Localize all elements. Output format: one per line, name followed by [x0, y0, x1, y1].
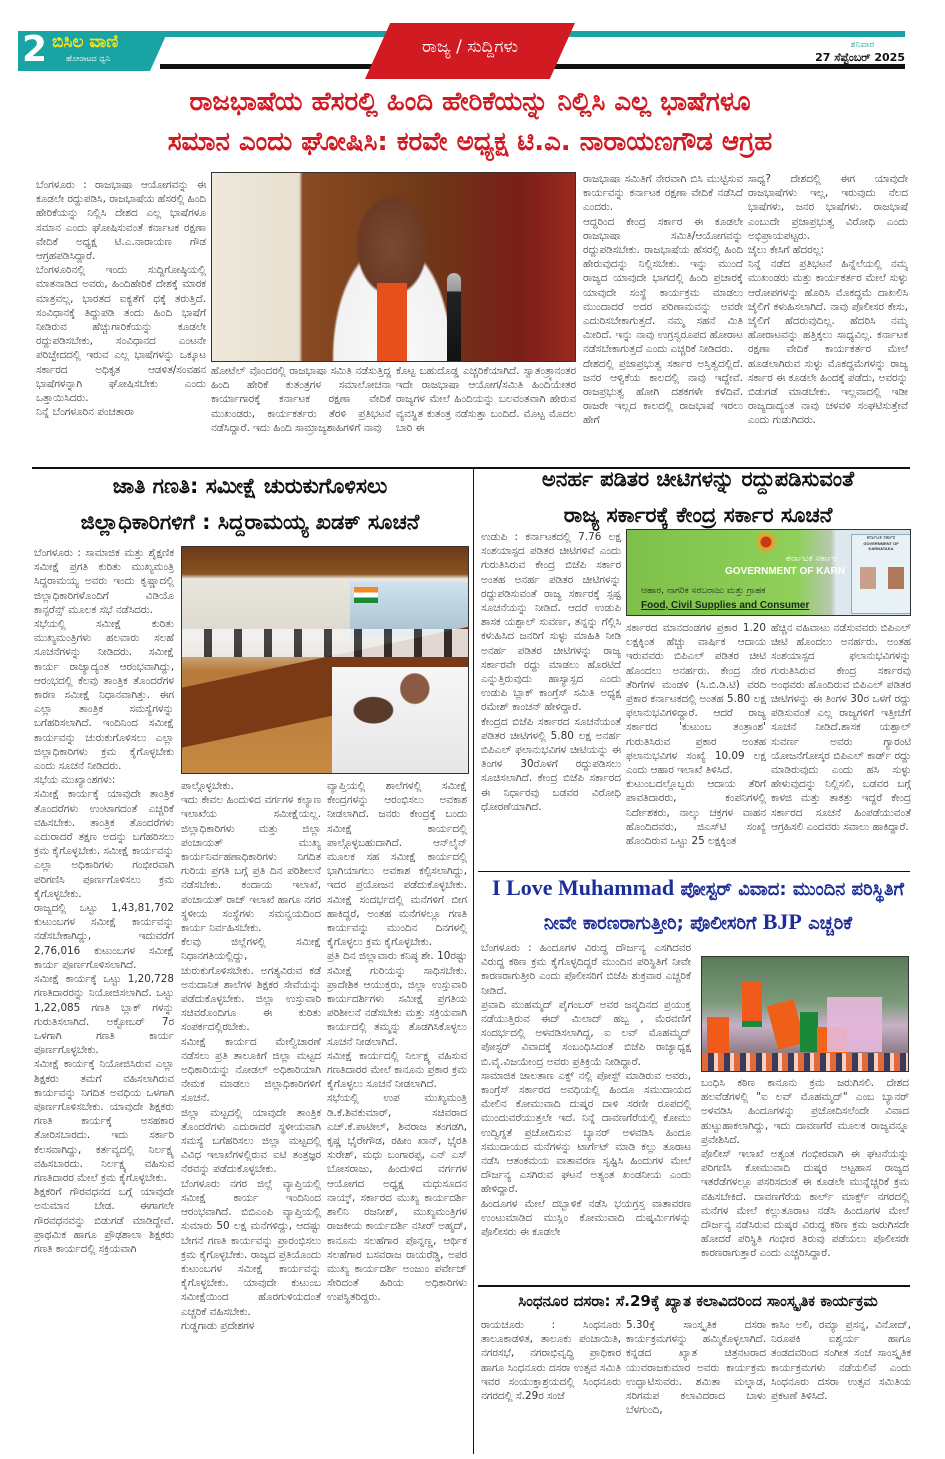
card-text-kn: ಕರ್ನಾಟಕ ಸರ್ಕಾರ — [785, 554, 837, 564]
weekday: ಶನಿವಾರ — [850, 40, 875, 50]
census-headline-line2: ಜಿಲ್ಲಾಧಿಕಾರಿಗಳಿಗೆ : ಸಿದ್ದರಾಮಯ್ಯ ಖಡಕ್ ಸೂಚನೆ — [80, 510, 420, 534]
crowd — [702, 1053, 909, 1072]
poster-headline-line1 — [478, 873, 918, 905]
foreground-attendees — [332, 667, 469, 774]
lead-col-3: ಕೊಟ್ಟ ಬಹುದೊಡ್ಡ ಎಚ್ಚರಿಕೆಯಾಗಿದೆ. ಸ್ವಾತಂತ್ರ್ಯಾನಂತರ ಇದೇ ರಾಜಭಾಷಾ ಆಯೋಗ/ಸಮಿತಿ ಹಿಂದಿಯೇತರ ರಾಜ್ಯಗಳ ಮೇಲೆ ಹಿಂದಿಯನ್ನು ಬಲವಂತವಾಗಿ ಹೇರುವ ವ್ಯವಸ್ಥಿತ ಕುತಂತ್ರ ನಡೆಸುತ್ತಾ ಬಂದಿದೆ. ಮೊಟ್ಟ ಮೊದಲ ಬಾರಿ ಈ — [396, 365, 576, 434]
lead-col-4: ರಾಜಭಾಷಾ ಸಮಿತಿಗೆ ನೇರವಾಗಿ ಬಿಸಿ ಮುಟ್ಟಿಸುವ ಕಾರ್ಯವನ್ನು ಕರ್ನಾಟಕ ರಕ್ಷಣಾ ವೇದಿಕೆ ನಡೆಸಿದೆ ಎಂದರು. ಆದ್ದರಿಂದ ಕೇಂದ್ರ ಸರ್ಕಾರ ಈ ಕೂಡಲೇ ರಾಜಭಾಷಾ ಸಮಿತಿ/ಆಯೋಗವನ್ನು ರದ್ದುಪಡಿಸಬೇಕು. ರಾಜಭಾಷೆಯ ಹೆಸರಲ್ಲಿ ಹಿಂದಿ ಹೇರುವುದನ್ನು ನಿಲ್ಲಿಸಬೇಕು. ಇನ್ನು ಮುಂದೆ ರಾಜ್ಯದ ಯಾವುದೇ ಭಾಗದಲ್ಲಿ ಹಿಂದಿ ಪ್ರಚಾರಕ್ಕೆ ಯಾವುದೇ ಸಂಸ್ಥೆ ಕಾರ್ಯಕ್ರಮ ಮಾಡಲು ಮುಂದಾದರೆ ಅದರ ಪರಿಣಾಮವನ್ನು ಅವರೇ ಎದುರಿಸಬೇಕಾಗುತ್ತದೆ. ನಮ್ಮ ಸಹನೆ ಮಿತಿ ಮೀರಿದೆ. ಇನ್ನು ನಾವು ಉಗ್ರಸ್ವರೂಪದ ಹೋರಾಟ ನಡೆಸಬೇಕಾಗುತ್ತದೆ ಎಂದು ಎಚ್ಚರಿಕೆ ನೀಡಿದರು. ದೇಶದಲ್ಲಿ ಪ್ರಜಾಪ್ರಭುತ್ವ ಸರ್ಕಾರ ಅಸ್ತಿತ್ವದಲ್ಲಿದೆ. ಜನರ ಆಳ್ವಿಕೆಯ ಕಾಲದಲ್ಲಿ ನಾವು ಇದ್ದೇವೆ. ರಾಜಪ್ರಭುತ್ವ ಹೋಗಿ ದಶಕಗಳೇ ಕಳೆದಿವೆ. ರಾಜರೇ ಇಲ್ಲದ ಕಾಲದಲ್ಲಿ ರಾಜಭಾಷೆ ಇರಲು ಹೇಗೆ — [583, 173, 743, 427]
karnataka-emblem-icon — [757, 532, 775, 552]
bjp-rally-photo — [701, 956, 909, 1072]
page-number: 2 — [22, 29, 48, 70]
poster-headline-kn: ಪೋಸ್ಟರ್ ವಿವಾದ: ಮುಂದಿನ ಪರಿಸ್ಥಿತಿಗೆ — [680, 879, 904, 900]
section-title: ರಾಜ್ಯ / ಸುದ್ದಿಗಳು — [421, 37, 519, 57]
ration-col-1: ಉಡುಪಿ : ಕರ್ನಾಟಕದಲ್ಲಿ 7.76 ಲಕ್ಷ ಸಂಶಯಾಸ್ಪದ ಪಡಿತರ ಚೀಟಿಗಳಿವೆ ಎಂದು ಗುರುತಿಸಿರುವ ಕೇಂದ್ರ ಬಿಜೆಪಿ ಸರ್ಕಾರ ಅಂತಹ ಅನರ್ಹ ಪಡಿತರ ಚೀಟಿಗಳನ್ನು ರದ್ದುಪಡಿಸುವಂತೆ ರಾಜ್ಯ ಸರ್ಕಾರಕ್ಕೆ ಸ್ಪಷ್ಟ ಸೂಚನೆಯನ್ನು ನೀಡಿದೆ. ಆದರೆ ಉಡುಪಿ ಶಾಸಕ ಯಶ್ಪಾಲ್ ಸುವರ್ಣ, ತನ್ನನ್ನು ಗೆಲ್ಲಿಸಿ ಕಳುಹಿಸಿದ ಜನರಿಗೆ ಸುಳ್ಳು ಮಾಹಿತಿ ನೀಡಿ ಅನರ್ಹ ಪಡಿತರ ಚೀಟಿಗಳನ್ನು ರಾಜ್ಯ ಸರ್ಕಾರವೇ ರದ್ದು ಮಾಡಲು ಹೊರಟಿದೆ ಎನ್ನುತ್ತಿರುವುದು ಹಾಸ್ಯಾಸ್ಪದ ಎಂದು ಉಡುಪಿ ಬ್ಲಾಕ್ ಕಾಂಗ್ರೆಸ್ ಸಮಿತಿ ಅಧ್ಯಕ್ಷ ರಮೇಶ್ ಕಾಂಚನ್ ಹೇಳಿದ್ದಾರೆ. ಕೇಂದ್ರದ ಬಿಜೆಪಿ ಸರ್ಕಾರದ ಸೂಚನೆಯಂತೆ ಪಡಿತರ ಚೀಟಿಗಳಲ್ಲಿ 5.80 ಲಕ್ಷ ಅನರ್ಹ ಬಿಪಿಎಲ್ ಫಲಾನುಭವಿಗಳ ಚೀಟಿಯನ್ನು ಈ ತಿಂಗಳ 30ರೊಳಗೆ ರದ್ದುಪಡಿಸಲು ಸೂಚಿಸಲಾಗಿದೆ. ಕೇಂದ್ರ ಬಿಜೆಪಿ ಸರ್ಕಾರದ ಈ ನಿರ್ಧಾರವು ಬಡವರ ವಿರೋಧಿ ಧೋರಣೆಯಾಗಿದೆ. — [481, 531, 621, 813]
divider-ration — [478, 871, 910, 872]
dasara-col-1: ರಾಯಚೂರು : ಸಿಂಧನೂರು ತಾಲೂಕಾಡಳಿತ, ತಾಲೂಕು ಪಂಚಾಯಿತಿ, ನಗರಸಭೆ, ನಗರಾಭಿವೃದ್ಧಿ ಪ್ರಾಧಿಕಾರ ಹಾಗೂ ಸಿಂಧನೂರು ದಸರಾ ಉತ್ಸವ ಸಮಿತಿ ಇವರ ಸಂಯುಕ್ತಾಶ್ರಯದಲ್ಲಿ ಸಿಂಧನೂರು ನಗರದಲ್ಲಿ ಸೆ.29ರ ಸಂಜೆ — [481, 1319, 621, 1403]
flag-icon — [354, 587, 378, 603]
ration-card-photo — [626, 529, 911, 616]
card2-en: GOVERNMENT OF KARNATAKA — [863, 541, 899, 551]
flag-orange-1 — [742, 982, 762, 1027]
paper-tagline: ಹೋರಾಟದ ಧ್ವನಿ — [66, 54, 111, 63]
census-col-1: ಬೆಂಗಳೂರು : ಸಾಮಾಜಿಕ ಮತ್ತು ಶೈಕ್ಷಣಿಕ ಸಮೀಕ್ಷೆ ಪ್ರಗತಿ ಕುರಿತು ಮುಖ್ಯಮಂತ್ರಿ ಸಿದ್ದರಾಮಯ್ಯ ಅವರು ಇಂದು ಕೃಷ್ಣಾದಲ್ಲಿ ಜಿಲ್ಲಾಧಿಕಾರಿಗಳೊಂದಿಗೆ ವಿಡಿಯೊ ಕಾನ್ಫರೆನ್ಸ್ ಮೂಲಕ ಸಭೆ ನಡೆಸಿದರು. ಸಭೆಯಲ್ಲಿ ಸಮೀಕ್ಷೆ ಕುರಿತು ಮುಖ್ಯಮಂತ್ರಿಗಳು ಹಲವಾರು ಸಲಹೆ ಸೂಚನೆಗಳನ್ನು ನೀಡಿದರು. ಸಮೀಕ್ಷೆ ಕಾರ್ಯ ರಾಜ್ಯಾದ್ಯಂತ ಆರಂಭವಾಗಿದ್ದು, ಆರಂಭದಲ್ಲಿ ಕೆಲವು ತಾಂತ್ರಿಕ ತೊಂದರೆಗಳ ಕಾರಣ ಸಮೀಕ್ಷೆ ನಿಧಾನವಾಗಿತ್ತು. ಈಗ ಎಲ್ಲಾ ತಾಂತ್ರಿಕ ಸಮಸ್ಯೆಗಳನ್ನು ಬಗೆಹರಿಸಲಾಗಿದೆ. ಇಂದಿನಿಂದ ಸಮೀಕ್ಷೆ ಕಾರ್ಯವನ್ನು ಚುರುಕುಗೊಳಿಸಲು ಎಲ್ಲಾ ಜಿಲ್ಲಾಧಿಕಾರಿಗಳು ಕ್ರಮ ಕೈಗೊಳ್ಳಬೇಕು ಎಂದು ಸೂಚನೆ ನೀಡಿದರು. ಸಭೆಯ ಮುಖ್ಯಾಂಶಗಳು: ಸಮೀಕ್ಷೆ ಕಾರ್ಯಕ್ಕೆ ಯಾವುದೇ ತಾಂತ್ರಿಕ ತೊಂದರೆಗಳು ಉಂಟಾಗದಂತೆ ಎಚ್ಚರಿಕೆ ವಹಿಸಬೇಕು. ತಾಂತ್ರಿಕ ತೊಂದರೆಗಳು ಎದುರಾದರೆ ತಕ್ಷಣ ಅದನ್ನು ಬಗೆಹರಿಸಲು ಕ್ರಮ ಕೈಗೊಳ್ಳಬೇಕು. ಸಮೀಕ್ಷೆ ಕಾರ್ಯವನ್ನು ಎಲ್ಲಾ ಅಧಿಕಾರಿಗಳು ಗಂಭೀರವಾಗಿ ಪರಿಗಣಿಸಿ ಪೂರ್ಣಗೊಳಿಸಲು ಕ್ರಮ ಕೈಗೊಳ್ಳಬೇಕು. ರಾಜ್ಯದಲ್ಲಿ ಒಟ್ಟು 1,43,81,702 ಕುಟುಂಬಗಳ ಸಮೀಕ್ಷೆ ಕಾರ್ಯವನ್ನು ನಡೆಸಬೇಕಾಗಿದ್ದು, ಇದುವರೆಗೆ 2,76,016 ಕುಟುಂಬಗಳ ಸಮೀಕ್ಷೆ ಕಾರ್ಯ ಪೂರ್ಣಗೊಳಿಸಲಾಗಿದೆ. ಸಮೀಕ್ಷೆ ಕಾರ್ಯಕ್ಕೆ ಒಟ್ಟು 1,20,728 ಗಣತಿದಾರರನ್ನು ನಿಯೋಜಿಸಲಾಗಿದೆ. ಒಟ್ಟು 1,22,085 ಗಣತಿ ಬ್ಲಾಕ್ ಗಳನ್ನು ಗುರುತಿಸಲಾಗಿದೆ. ಅಕ್ಟೋಬರ್ 7ರ ಒಳಗಾಗಿ ಗಣತಿ ಕಾರ್ಯ ಪೂರ್ಣಗೊಳ್ಳಬೇಕು. ಸಮೀಕ್ಷೆ ಕಾರ್ಯಕ್ಕೆ ನಿಯೋಜಿಸಿರುವ ಎಲ್ಲಾ ಶಿಕ್ಷಕರು ತಮಗೆ ವಹಿಸಲಾಗಿರುವ ಕಾರ್ಯವನ್ನು ನಿಗದಿತ ಅವಧಿಯ ಒಳಗಾಗಿ ಪೂರ್ಣಗೊಳಿಸಬೇಕು. ಯಾವುದೇ ಶಿಕ್ಷಕರು ಗಣತಿ ಕಾರ್ಯಕ್ಕೆ ಅಸಹಕಾರ ತೋರಿಸಬಾರದು. ಇದು ಸರ್ಕಾರಿ ಕೆಲಸವಾಗಿದ್ದು, ಕರ್ತವ್ಯದಲ್ಲಿ ನಿರ್ಲಕ್ಷ್ಯ ವಹಿಸಬಾರದು. ನಿರ್ಲಕ್ಷ್ಯ ವಹಿಸುವ ಗಣತಿದಾರರ ಮೇಲೆ ಕ್ರಮ ಕೈಗೊಳ್ಳಬೇಕು. ಶಿಕ್ಷಕರಿಗೆ ಗೌರವಧನದ ಬಗ್ಗೆ ಯಾವುದೇ ಅನುಮಾನ ಬೇಡ. ಈಗಾಗಲೇ ಗೌರವಧನವನ್ನು ಬಿಡುಗಡೆ ಮಾಡಿದ್ದೇವೆ. ಪ್ರಾಥಮಿಕ ಹಾಗೂ ಪ್ರೌಢಶಾಲಾ ಶಿಕ್ಷಕರು ಗಣತಿ ಕಾರ್ಯದಲ್ಲಿ ಸಕ್ರಿಯವಾಗಿ — [34, 547, 174, 1255]
lead-col-5: ಸಾಧ್ಯ? ದೇಶದಲ್ಲಿ ಈಗ ಯಾವುದೇ ರಾಜಭಾಷೆಗಳು ಇಲ್ಲ, ಇರುವುದು ನೆಲದ ಭಾಷೆಗಳು, ಜನರ ಭಾಷೆಗಳು. ರಾಜಭಾಷೆ ಎಂಬುದೇ ಪ್ರಜಾಪ್ರಭುತ್ವ ವಿರೋಧಿ ಎಂದು ಅಭಿಪ್ರಾಯಪಟ್ಟರು. ಜೈಲು ಕೇಸಿಗೆ ಹೆದರಲ್ಲ: ನಿನ್ನೆ ನಡೆದ ಪ್ರತಿಭಟನೆ ಹಿನ್ನೆಲೆಯಲ್ಲಿ ನಮ್ಮ ಮುಖಂಡರು ಮತ್ತು ಕಾರ್ಯಕರ್ತರ ಮೇಲೆ ಸುಳ್ಳು ಆರೋಪಗಳನ್ನು ಹೊರಿಸಿ ಮೊಕದ್ದಮೆ ದಾಖಲಿಸಿ ಜೈಲಿಗೆ ಕಳುಹಿಸಲಾಗಿದೆ. ನಾವು ಪೊಲೀಸರ ಕೇಸು, ಜೈಲಿಗೆ ಹೆದರುವುದಿಲ್ಲ. ಹೆದರಿಸಿ ನಮ್ಮ ಹೋರಾಟವನ್ನು ಹತ್ತಿಕ್ಕಲು ಸಾಧ್ಯವಿಲ್ಲ. ಕರ್ನಾಟಕ ರಕ್ಷಣಾ ವೇದಿಕೆ ಕಾರ್ಯಕರ್ತರ ಮೇಲೆ ಹೂಡಲಾಗಿರುವ ಸುಳ್ಳು ಮೊಕದ್ದಮೆಗಳನ್ನು ರಾಜ್ಯ ಸರ್ಕಾರ ಈ ಕೂಡಲೇ ಹಿಂದಕ್ಕೆ ಪಡೆದು, ಅವರನ್ನು ಬಿಡುಗಡೆ ಮಾಡಬೇಕು. ಇಲ್ಲವಾದಲ್ಲಿ ಇಡೀ ರಾಜ್ಯದಾದ್ಯಂತ ನಾವು ಚಳವಳಿ ಸಂಘಟಿಸುತ್ತೇವೆ ಎಂದು ಗುಡುಗಿದರು. — [748, 173, 908, 427]
photo-portrait-1 — [860, 567, 876, 589]
masthead — [0, 0, 945, 80]
lead-headline-line2: ಸಮಾನ ಎಂದು ಘೋಷಿಸಿ: ಕರವೇ ಅಧ್ಯಕ್ಷ ಟಿ.ಎ. ನಾರಾಯಣಗೌಡ ಆಗ್ರಹ — [167, 127, 773, 157]
lead-col-1: ಬೆಂಗಳೂರು : ರಾಜಭಾಷಾ ಆಯೋಗವನ್ನು ಈ ಕೂಡಲೇ ರದ್ದುಪಡಿಸಿ, ರಾಜಭಾಷೆಯ ಹೆಸರಲ್ಲಿ ಹಿಂದಿ ಹೇರಿಕೆಯನ್ನು ನಿಲ್ಲಿಸಿ ದೇಶದ ಎಲ್ಲ ಭಾಷೆಗಳೂ ಸಮಾನ ಎಂದು ಘೋಷಿಸುವಂತೆ ಕರ್ನಾಟಕ ರಕ್ಷಣಾ ವೇದಿಕೆ ಅಧ್ಯಕ್ಷ ಟಿ.ಎ.ನಾರಾಯಣ ಗೌಡ ಆಗ್ರಹಪಡಿಸಿದ್ದಾರೆ. ಬೆಂಗಳೂರಿನಲ್ಲಿ ಇಂದು ಸುದ್ದಿಗೋಷ್ಠಿಯಲ್ಲಿ ಮಾತನಾಡಿದ ಅವರು, ಹಿಂದಿಹೇರಿಕೆ ದೇಶಕ್ಕೆ ಮಾರಕ ಮಾತ್ರವಲ್ಲ, ಭಾರತದ ಐಕ್ಯತೆಗೆ ಧಕ್ಕೆ ತರುತ್ತಿದೆ. ಸಂವಿಧಾನಕ್ಕೆ ತಿದ್ದುಪಡಿ ತಂದು ಹಿಂದಿ ಭಾಷೆಗೆ ನೀಡಿರುವ ಹೆಚ್ಚುಗಾರಿಕೆಯನ್ನು ಕೂಡಲೇ ರದ್ದುಪಡಿಸಬೇಕು, ಸಂವಿಧಾನದ ಎಂಟನೇ ಪರಿಚ್ಛೇದದಲ್ಲಿ ಇರುವ ಎಲ್ಲ ಭಾಷೆಗಳನ್ನು ಒಕ್ಕೂಟ ಸರ್ಕಾರದ ಅಧಿಕೃತ ಆಡಳಿತ/ಸಂವಹನ ಭಾಷೆಗಳನ್ನಾಗಿ ಘೋಷಿಸಬೇಕು ಎಂದು ಒತ್ತಾಯಿಸಿದರು. ನಿನ್ನೆ ಬೆಂಗಳೂರಿನ ಪಂಚತಾರಾ — [36, 179, 206, 419]
dasara-col-3: ಕಾಸಿಂ ಅಲಿ, ರಮ್ಯಾ ಪ್ರಸನ್ನ, ವಿನೋದ್, ನಿರೂಪಕಿ ಐಶ್ವರ್ಯ ಹಾಗೂ ತಂಡದವರಿಂದ ಸಂಗೀತ ಸಂಜೆ ಸಾಂಸ್ಕೃತಿಕ ಕಾರ್ಯಕ್ರಮಗಳು ನಡೆಯಲಿವೆ ಎಂದು ಸಿಂಧನೂರು ದಸರಾ ಉತ್ಸವ ಸಮಿತಿಯ ಪ್ರಕಟಣೆ ತಿಳಿಸಿದೆ. — [771, 1319, 911, 1403]
ration-col-2: ಸರ್ಕಾರದ ಮಾನದಂಡಗಳ ಪ್ರಕಾರ 1.20 ಲಕ್ಷಕ್ಕಿಂತ ಹೆಚ್ಚು ವಾರ್ಷಿಕ ಆದಾಯ ಇರುವವರು ಬಿಪಿಎಲ್ ಪಡಿತರ ಚೀಟಿ ಹೊಂದಲು ಅನರ್ಹರು. ಕೇಂದ್ರ ನೇರ ತೆರಿಗೆಗಳ ಮಂಡಳಿ (ಸಿ.ಬಿ.ಡಿ.ಟಿ) ವರದಿ ಪ್ರಕಾರ ಕರ್ನಾಟಕದಲ್ಲಿ ಅಂತಹ 5.80 ಲಕ್ಷ ಫಲಾನುಭವಿಗಳಿದ್ದಾರೆ. ಆದರೆ ರಾಜ್ಯ ಸರ್ಕಾರದ 'ಕುಟುಂಬ ತಂತ್ರಾಂಶ' ಗುರುತಿಸಿರುವ ಪ್ರಕಾರ ಅಂತಹ ಫಲಾನುಭವಿಗಳ ಸಂಖ್ಯೆ 10.09 ಲಕ್ಷ ಎಂದು ಆಹಾರ ಇಲಾಖೆ ತಿಳಿಸಿದೆ. ಕುಟುಂಬದಲ್ಲೊಬ್ಬರು ಆದಾಯ ತೆರಿಗೆ ಪಾವತಿದಾರರು, ಕಂಪನಿಗಳಲ್ಲಿ ನಿರ್ದೇಶಕರು, ನಾಲ್ಕು ಚಕ್ರಗಳ ವಾಹನ ಹೊಂದಿದವರು, ಜಿಎಸ್‌ಟಿ ಸಂಖ್ಯೆ ಹೊಂದಿರುವ ಒಟ್ಟು 25 ಲಕ್ಷಕ್ಕಿಂತ — [626, 622, 766, 848]
paper-name: ಬಿಸಿಲ ವಾಣಿ — [52, 32, 119, 52]
lead-col-2: ಹೋಟೆಲ್ ವೊಂದರಲ್ಲಿ ರಾಜಭಾಷಾ ಸಮಿತಿ ನಡೆಸುತ್ತಿದ್ದ ಹಿಂದಿ ಹೇರಿಕೆ ಕುತಂತ್ರಗಳ ಸಮಾಲೋಚನಾ ಕಾರ್ಯಾಗಾರಕ್ಕೆ ಕರ್ನಾಟಕ ರಕ್ಷಣಾ ವೇದಿಕೆ ಮುಖಂಡರು, ಕಾರ್ಯಕರ್ತರು ತೆರಳಿ ಪ್ರತಿಭಟನೆ ನಡೆಸಿದ್ದಾರೆ. ಇದು ಹಿಂದಿ ಸಾಮ್ರಾಜ್ಯಶಾಹಿಗಳಿಗೆ ನಾವು — [211, 365, 391, 434]
dasara-col-2: 5.30ಕ್ಕೆ ಸಾಂಸ್ಕೃತಿಕ ದಸರಾ ಕಾರ್ಯಕ್ರಮಗಳನ್ನು ಹಮ್ಮಿಕೊಳ್ಳಲಾಗಿದೆ. ಕನ್ನಡದ ಖ್ಯಾತ ಚಿತ್ರನಟರಾದ ಯುವರಾಜಕುಮಾರ ಅವರು ಕಾರ್ಯಕ್ರಮ ಉದ್ಘಾಟಿಸುವರು. ಶಮಿತಾ ಮಲ್ನಾಡ, ಸರಿಗಮಪ ಕಲಾವಿದರಾದ ಬಾಳು ಬೆಳಗುಂದಿ, — [626, 1319, 766, 1417]
stage-banner — [827, 997, 882, 1052]
divider-vertical — [473, 469, 474, 1454]
card-dept-en: Food, Civil Supplies and Consumer — [641, 600, 810, 611]
ration-headline-line2: ರಾಜ್ಯ ಸರ್ಕಾರಕ್ಕೆ ಕೇಂದ್ರ ಸರ್ಕಾರ ಸೂಚನೆ — [563, 503, 833, 527]
issue-date: 27 ಸೆಪ್ಟೆಂಬರ್ 2025 — [815, 51, 905, 64]
flag-green — [800, 1012, 818, 1052]
poster-headline-kn-a: ನೀವೇ ಕಾರಣರಾಗುತ್ತೀರಿ; ಪೊಲೀಸರಿಗೆ — [543, 913, 757, 934]
poster-col-2: ಬಂಧಿಸಿ ಕಠಿಣ ಕಾನೂನು ಕ್ರಮ ಜರುಗಿಸಲಿ. ದೇಶದ ಹಲವೆಡೆಗಳಲ್ಲಿ "ಐ ಲವ್ ಮೊಹಮ್ಮದ್" ಎಂಬ ಬ್ಯಾನರ್ ಅಳವಡಿಸಿ ಹಿಂದೂಗಳನ್ನು ಪ್ರಚೋದಿಸಲೆಂದೇ ವಿವಾದ ಹುಟ್ಟುಹಾಕಲಾಗಿದ್ದು, ಇದು ದಾವಣಗೆರೆ ಮೂಲಕ ರಾಜ್ಯವನ್ನೂ ಪ್ರವೇಶಿಸಿದೆ. ಪೊಲೀಸ್ ಇಲಾಖೆ ಅತ್ಯಂತ ಗಂಭೀರವಾಗಿ ಈ ಘಟನೆಯನ್ನು ಪರಿಗಣಿಸಿ ಕೋಮುವಾದಿ ದುಷ್ಕರ ಅಟ್ಟಹಾಸ ರಾಜ್ಯದ ಇತರೆಡೆಗಳಲ್ಲೂ ಪಸರಿಸದಂತೆ ಈ ಕೂಡಲೇ ಮುನ್ನೆಚ್ಚರಿಕೆ ಕ್ರಮ ವಹಿಸಬೇಕಿದೆ. ದಾವಣಗೆರೆಯ ಕಾರ್ಲ್ ಮಾರ್ಕ್ಸ್ ನಗರದಲ್ಲಿ ಮನೆಗಳ ಮೇಲೆ ಕಲ್ಲುತೂರಾಟ ನಡೆಸಿ ಹಿಂದೂಗಳ ಮೇಲೆ ದೌರ್ಜನ್ಯ ನಡೆಸಿರುವ ದುಷ್ಕರ ವಿರುದ್ಧ ಕಠಿಣ ಕ್ರಮ ಜರುಗಿಸದೇ ಹೋದರೆ ಪರಿಸ್ಥಿತಿ ಗಂಭೀರ ತಿರುವು ಪಡೆಯಲು ಪೊಲೀಸರೇ ಕಾರಣರಾಗುತ್ತಾರೆ ಎಂದು ಎಚ್ಚರಿಸಿದ್ದಾರೆ. — [701, 1077, 909, 1260]
ration-headline-line1: ಅನರ್ಹ ಪಡಿತರ ಚೀಟಿಗಳನ್ನು ರದ್ದುಪಡಿಸುವಂತೆ — [541, 467, 855, 491]
lead-headline-line1: ರಾಜಭಾಷೆಯ ಹೆಸರಲ್ಲಿ ಹಿಂದಿ ಹೇರಿಕೆಯನ್ನು ನಿಲ್ಲಿಸಿ ಎಲ್ಲ ಭಾಷೆಗಳೂ — [189, 87, 751, 117]
attendees-row — [182, 629, 469, 657]
photo-portrait-2 — [888, 567, 904, 589]
census-photo — [181, 546, 469, 774]
census-col-2: ಪಾಲ್ಗೊಳ್ಳಬೇಕು. ಇದು ಕೇವಲ ಹಿಂದುಳಿದ ವರ್ಗಗಳ ಕಲ್ಯಾಣ ಇಲಾಖೆಯ ಸಮೀಕ್ಷೆಯಲ್ಲ. ಜಿಲ್ಲಾಧಿಕಾರಿಗಳು ಮತ್ತು ಜಿಲ್ಲಾ ಪಂಚಾಯತ್ ಮುಖ್ಯ ಕಾರ್ಯನಿರ್ವಹಣಾಧಿಕಾರಿಗಳು ನಿಗದಿತ ಗುರಿಯ ಪ್ರಗತಿ ಬಗ್ಗೆ ಪ್ರತಿ ದಿನ ಪರಿಶೀಲನೆ ನಡೆಸಬೇಕು. ಕಂದಾಯ ಇಲಾಖೆ, ಪಂಚಾಯತ್ ರಾಜ್ ಇಲಾಖೆ ಹಾಗೂ ನಗರ ಸ್ಥಳೀಯ ಸಂಸ್ಥೆಗಳು ಸಮನ್ವಯದಿಂದ ಕಾರ್ಯ ನಿರ್ವಹಿಸಬೇಕು. ಕೆಲವು ಜಿಲ್ಲೆಗಳಲ್ಲಿ ಸಮೀಕ್ಷೆ ನಿಧಾನಗತಿಯಲ್ಲಿದ್ದು, ಚುರುಕುಗೊಳಿಸಬೇಕು. ಅಗತ್ಯವಿರುವ ಕಡೆ ಅನುದಾನಿತ ಶಾಲೆಗಳ ಶಿಕ್ಷಕರ ಸೇವೆಯನ್ನು ಪಡೆದುಕೊಳ್ಳಬೇಕು. ಜಿಲ್ಲಾ ಉಸ್ತುವಾರಿ ಸಚಿವರೊಂದಿಗೂ ಈ ಕುರಿತು ಸಂಪರ್ಕದಲ್ಲಿರಬೇಕು. ಸಮೀಕ್ಷೆ ಕಾರ್ಯದ ಮೇಲ್ವಿಚಾರಣೆ ನಡೆಸಲು ಪ್ರತಿ ತಾಲೂಕಿಗೆ ಜಿಲ್ಲಾ ಮಟ್ಟದ ಅಧಿಕಾರಿಯನ್ನು ನೋಡಲ್ ಅಧಿಕಾರಿಯಾಗಿ ನೇಮಕ ಮಾಡಲು ಜಿಲ್ಲಾಧಿಕಾರಿಗಳಿಗೆ ಸೂಚನೆ. ಜಿಲ್ಲಾ ಮಟ್ಟದಲ್ಲಿ ಯಾವುದೇ ತಾಂತ್ರಿಕ ತೊಂದರೆಗಳು ಎದುರಾದರೆ ಸ್ಥಳೀಯವಾಗಿ ಸಮಸ್ಯೆ ಬಗೆಹರಿಸಲು ಜಿಲ್ಲಾ ಮಟ್ಟದಲ್ಲಿ ವಿವಿಧ ಇಲಾಖೆಗಳಲ್ಲಿರುವ ಐಟಿ ತಂತ್ರಜ್ಞರ ನೆರವನ್ನು ಪಡೆದುಕೊಳ್ಳಬೇಕು. ಬೆಂಗಳೂರು ನಗರ ಜಿಲ್ಲೆ ವ್ಯಾಪ್ತಿಯಲ್ಲಿ ಸಮೀಕ್ಷೆ ಕಾರ್ಯ ಇಂದಿನಿಂದ ಆರಂಭವಾಗಿದೆ. ಬಿಬಿಎಂಪಿ ವ್ಯಾಪ್ತಿಯಲ್ಲಿ ಸುಮಾರು 50 ಲಕ್ಷ ಮನೆಗಳಿದ್ದು, ಆದಷ್ಟು ಬೇಗನೆ ಗಣತಿ ಕಾರ್ಯವನ್ನು ಪ್ರಾರಂಭಿಸಲು ಕ್ರಮ ಕೈಗೊಳ್ಳಬೇಕು. ರಾಜ್ಯದ ಪ್ರತಿಯೊಂದು ಕುಟುಂಬಗಳ ಸಮೀಕ್ಷೆ ಕಾರ್ಯವನ್ನು ಕೈಗೊಳ್ಳಬೇಕು. ಯಾವುದೇ ಕುಟುಂಬ ಸಮೀಕ್ಷೆಯಿಂದ ಹೊರಗುಳಿಯದಂತೆ ಎಚ್ಚರಿಕೆ ವಹಿಸಬೇಕು. ಗುಡ್ಡಗಾಡು ಪ್ರದೇಶಗಳ — [181, 780, 321, 1332]
poster-headline-en: I Love Muhammad — [492, 875, 675, 900]
poster-headline-line2 — [478, 907, 918, 939]
census-col-3: ವ್ಯಾಪ್ತಿಯಲ್ಲಿ ಶಾಲೆಗಳಲ್ಲಿ ಸಮೀಕ್ಷೆ ಕೇಂದ್ರಗಳನ್ನು ಆರಂಭಿಸಲು ಅವಕಾಶ ನೀಡಲಾಗಿದೆ. ಜನರು ಕೇಂದ್ರಕ್ಕೆ ಬಂದು ಸಮೀಕ್ಷೆ ಕಾರ್ಯದಲ್ಲಿ ಪಾಲ್ಗೊಳ್ಳಬಹುದಾಗಿದೆ. ಆನ್‌ಲೈನ್ ಮೂಲಕ ಸಹ ಸಮೀಕ್ಷೆ ಕಾರ್ಯದಲ್ಲಿ ಭಾಗಿಯಾಗಲು ಅವಕಾಶ ಕಲ್ಪಿಸಲಾಗಿದ್ದು, ಇದರ ಪ್ರಯೋಜನ ಪಡೆದುಕೊಳ್ಳಬೇಕು. ಸಮೀಕ್ಷೆ ಸಂದರ್ಭದಲ್ಲಿ ಮನೆಗಳಿಗೆ ಬೀಗ ಹಾಕಿದ್ದರೆ, ಅಂತಹ ಮನೆಗಳಲ್ಲೂ ಗಣತಿ ಕಾರ್ಯವನ್ನು ಮುಂದಿನ ದಿನಗಳಲ್ಲಿ ಕೈಗೊಳ್ಳಲು ಕ್ರಮ ಕೈಗೊಳ್ಳಬೇಕು. ಪ್ರತಿ ದಿನ ಜಿಲ್ಲಾವಾರು ಕನಿಷ್ಠ ಶೇ. 10ರಷ್ಟು ಸಮೀಕ್ಷೆ ಗುರಿಯನ್ನು ಸಾಧಿಸಬೇಕು. ಪ್ರಾದೇಶಿಕ ಆಯುಕ್ತರು, ಜಿಲ್ಲಾ ಉಸ್ತುವಾರಿ ಕಾರ್ಯದರ್ಶಿಗಳು ಸಮೀಕ್ಷೆ ಪ್ರಗತಿಯ ಪರಿಶೀಲನೆ ನಡೆಸಬೇಕು ಮತ್ತು ಸಕ್ರಿಯವಾಗಿ ಕಾರ್ಯದಲ್ಲಿ ತಮ್ಮನ್ನು ತೊಡಗಿಸಿಕೊಳ್ಳಲು ಸೂಚನೆ ನೀಡಲಾಗಿದೆ. ಸಮೀಕ್ಷೆ ಕಾರ್ಯದಲ್ಲಿ ನಿರ್ಲಕ್ಷ್ಯ ವಹಿಸುವ ಗಣತಿದಾರರ ಮೇಲೆ ಕಾನೂನು ಪ್ರಕಾರ ಕ್ರಮ ಕೈಗೊಳ್ಳಲು ಸೂಚನೆ ನೀಡಲಾಗಿದೆ. ಸಭೆಯಲ್ಲಿ ಉಪ ಮುಖ್ಯಮಂತ್ರಿ ಡಿ.ಕೆ.ಶಿವಕುಮಾರ್, ಸಚಿವರಾದ ಎಚ್.ಕೆ.ಪಾಟೀಲ್, ಶಿವರಾಜ ತಂಗಡಗಿ, ಕೃಷ್ಣ ಭೈರೇಗೌಡ, ರಹೀಂ ಖಾನ್, ಭೈರತಿ ಸುರೇಶ್, ಮಧು ಬಂಗಾರಪ್ಪ, ಎನ್ ಎಸ್ ಬೋಸರಾಜು, ಹಿಂದುಳಿದ ವರ್ಗಗಳ ಆಯೋಗದ ಅಧ್ಯಕ್ಷ ಮಧುಸೂದನ ನಾಯ್ಕ್, ಸರ್ಕಾರದ ಮುಖ್ಯ ಕಾರ್ಯದರ್ಶಿ ಶಾಲಿನಿ ರಜನೀಶ್, ಮುಖ್ಯಮಂತ್ರಿಗಳ ರಾಜಕೀಯ ಕಾರ್ಯದರ್ಶಿ ನಸೀರ್ ಅಹ್ಮದ್, ಕಾನೂನು ಸಲಹೆಗಾರ ಪೊನ್ನಣ್ಣ, ಆರ್ಥಿಕ ಸಲಹೆಗಾರ ಬಸವರಾಜ ರಾಯರೆಡ್ಡಿ, ಅಪರ ಮುಖ್ಯ ಕಾರ್ಯದರ್ಶಿ ಅಂಜುಂ ಪರ್ವೇಜ್ ಸೇರಿದಂತೆ ಹಿರಿಯ ಅಧಿಕಾರಿಗಳು ಉಪಸ್ಥಿತರಿದ್ದರು. — [327, 780, 467, 1304]
poster-headline-bjp: BJP — [762, 909, 802, 934]
card-dept-kn: ಆಹಾರ, ನಾಗರಿಕ ಸರಬರಾಜು ಮತ್ತು ಗ್ರಾಹಕ — [641, 586, 766, 596]
microphone-icon — [447, 273, 461, 362]
census-headline-line1: ಜಾತಿ ಗಣತಿ: ಸಮೀಕ್ಷೆ ಚುರುಕುಗೊಳಿಸಲು — [112, 474, 388, 498]
card2-kn: ಕರ್ನಾಟಕ ಸರ್ಕಾರ — [866, 535, 896, 541]
saffron-scarf — [377, 283, 407, 362]
card-text-en: GOVERNMENT OF KARN — [725, 566, 845, 577]
dasara-headline: ಸಿಂಧನೂರ ದಸರಾ: ಸೆ.29ಕ್ಕೆ ಖ್ಯಾತ ಕಲಾವಿದರಿಂದ ಸಾಂಸ್ಕೃತಿಕ ಕಾರ್ಯಕ್ರಮ — [518, 1292, 878, 1310]
poster-headline-kn-b: ಎಚ್ಚರಿಕೆ — [808, 913, 853, 934]
second-card — [851, 534, 911, 614]
ration-col-3: ಹೆಚ್ಚಿನ ವಹಿವಾಟು ನಡೆಸುವವರು ಬಿಪಿಎಲ್ ಚೀಟಿ ಹೊಂದಲು ಅನರ್ಹರು. ಅಂತಹ ಸಂಶಯಾಸ್ಪದ ಫಲಾನುಭವಿಗಳನ್ನು ಗುರುತಿಸಿರುವ ಕೇಂದ್ರ ಸರ್ಕಾರವು ಅಂಥವರು ಹೊಂದಿರುವ ಬಿಪಿಎಲ್ ಪಡಿತರ ಚೀಟಿಗಳನ್ನು ಈ ತಿಂಗಳ 30ರ ಒಳಗೆ ರದ್ದು ಪಡಿಸುವಂತೆ ಎಲ್ಲ ರಾಜ್ಯಗಳಿಗೆ ಇತ್ತೀಚೆಗೆ ಸೂಚನೆ ನೀಡಿದೆ.ಶಾಸಕ ಯಶ್ಪಾಲ್ ಸುವರ್ಣ ಅವರು ಗ್ಯಾರಂಟಿ ಯೋಜನೆಗೋಸ್ಕರ ಬಿಪಿಎಲ್ ಕಾರ್ಡ್ ರದ್ದು ಮಾಡಿರುವುದು ಎಂದು ಹಸಿ ಸುಳ್ಳು ಹೇಳುವುದನ್ನು ನಿಲ್ಲಿಸಲಿ, ಬಡವರ ಬಗ್ಗೆ ಕಾಳಜಿ ಮತ್ತು ತಾಕತ್ತು ಇದ್ದರೆ ಕೇಂದ್ರ ಸರ್ಕಾರದ ಸೂಚನೆ ಹಿಂಪಡೆಯುವಂತೆ ಆಗ್ರಹಿಸಲಿ ಎಂದವರು ಸವಾಲು ಹಾಕಿದ್ದಾರೆ. — [771, 622, 911, 833]
lead-photo — [211, 172, 576, 362]
poster-col-1: ಬೆಂಗಳೂರು : ಹಿಂದೂಗಳ ವಿರುದ್ಧ ದೌರ್ಜನ್ಯ ಎಸಗಿದವರ ವಿರುದ್ಧ ಕಠಿಣ ಕ್ರಮ ಕೈಗೊಳ್ಳದಿದ್ದರೆ ಮುಂದಿನ ಪರಿಸ್ಥಿತಿಗೆ ನೀವೇ ಕಾರಣರಾಗುತ್ತೀರಿ ಎಂದು ಪೊಲೀಸರಿಗೆ ಬಿಜೆಪಿ ಶುಕ್ರವಾರ ಎಚ್ಚರಿಕೆ ನೀಡಿದೆ. ಪ್ರವಾದಿ ಮುಹಮ್ಮದ್ ಪೈಗಂಬರ್ ಅವರ ಜನ್ಮದಿನದ ಪ್ರಯುಕ್ತ ನಡೆಯುತ್ತಿರುವ ಈದ್ ಮಿಲಾದ್ ಹಬ್ಬ , ಮೆರವಣಿಗೆ ಸಂದರ್ಭದಲ್ಲಿ ಅಳವಡಿಸಲಾಗಿದ್ದ, ಐ ಲವ್ ಮೊಹಮ್ಮದ್ ಪೋಸ್ಟರ್ ವಿವಾದಕ್ಕೆ ಸಂಬಂಧಿಸಿದಂತೆ ಬಿಜೆಪಿ ರಾಜ್ಯಾಧ್ಯಕ್ಷ ಬಿ.ವೈ.ವಿಜಯೇಂದ್ರ ಅವರು ಪ್ರತಿಕ್ರಿಯೆ ನೀಡಿದ್ದಾರೆ. ಸಾಮಾಜಿಕ ಜಾಲತಾಣ ಎಕ್ಸ್ ನಲ್ಲಿ ಪೋಸ್ಟ್ ಮಾಡಿರುವ ಅವರು, ಕಾಂಗ್ರೆಸ್ ಸರ್ಕಾರದ ಅವಧಿಯಲ್ಲಿ ಹಿಂದೂ ಸಮುದಾಯದ ಮೇಲಿನ ಕೋಮುವಾದಿ ದುಷ್ಕರ ದಾಳಿ ಸರಣೀ ರೂಪದಲ್ಲಿ ಮುಂದುವರೆಯುತ್ತಲೇ ಇದೆ. ನಿನ್ನೆ ದಾವಣಗೆರೆಯಲ್ಲಿ ಕೋಮು ಉದ್ವಿಗ್ನತೆ ಪ್ರಚೋದಿಸುವ ಬ್ಯಾನರ್ ಅಳವಡಿಸಿ ಹಿಂದೂ ಸಮುದಾಯದ ಮನೆಗಳನ್ನು ಟಾರ್ಗೆಟ್ ಮಾಡಿ ಕಲ್ಲು ತೂರಾಟ ನಡೆಸಿ ಆತಂಕಮಯ ವಾತಾವರಣ ಸೃಷ್ಟಿಸಿ ಹಿಂದುಗಳ ಮೇಲೆ ದೌರ್ಜನ್ಯ ಎಸಗಿರುವ ಘಟನೆ ಅತ್ಯಂತ ಖಂಡನೀಯ ಎಂದು ಹೇಳಿದ್ದಾರೆ. ಹಿಂದೂಗಳ ಮೇಲೆ ದಬ್ಬಾಳಿಕೆ ನಡೆಸಿ ಭಯಗ್ರಸ್ತ ವಾತಾವರಣ ಉಂಟುಮಾಡಿದ ಮುಸ್ಲಿಂ ಕೋಮುವಾದಿ ದುಷ್ಕರ್ಮಿಗಳನ್ನು ಪೊಲೀಸರು ಈ ಕೂಡಲೇ — [481, 942, 691, 1239]
